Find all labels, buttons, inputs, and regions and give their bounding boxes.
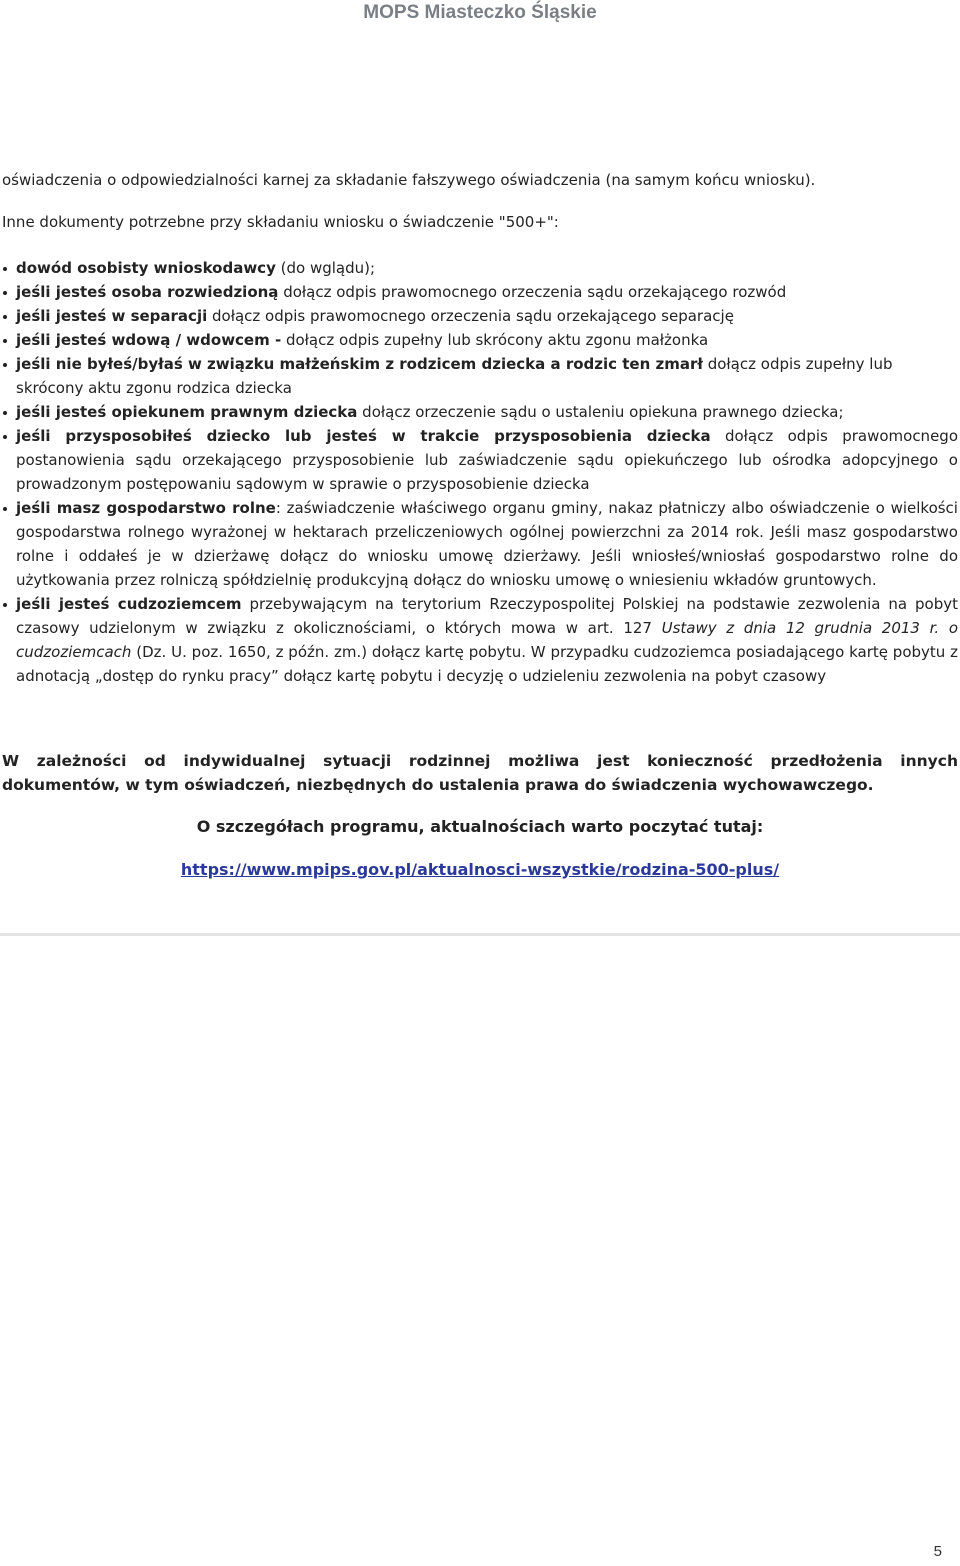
list-item-text: przebywającym na terytorium Rzeczypospolitej Polskiej na podstawie zezwolenia na pobyt czasowy udzielonym w związku z okolicznościami, o których mowa w art. 127 (16, 595, 959, 637)
page-number: 5 (933, 1543, 942, 1560)
intro-line-2: Inne dokumenty potrzebne przy składaniu wniosku o świadczenie "500+": (2, 213, 559, 231)
list-item (2, 280, 958, 304)
list-item (2, 496, 958, 592)
list-item-bold: jeśli jesteś opiekunem prawnym dziecka (16, 403, 358, 421)
section-divider (0, 933, 960, 936)
list-item (2, 352, 958, 400)
document-header: MOPS Miasteczko Śląskie (363, 2, 597, 23)
list-item-italic: Ustawy z dnia 12 grudnia 2013 r. o cudzoziemcach (16, 619, 958, 661)
summary-paragraph: W zależności od indywidualnej sytuacji rodzinnej możliwa jest konieczność przedłożenia innych dokumentów, w tym oświadczeń, niezbędnych do ustalenia prawa do świadczenia wychowawczego. (2, 752, 958, 794)
list-item-bold: jeśli przysposobiłeś dziecko lub jesteś w trakcie przysposobienia dziecka (16, 427, 711, 445)
program-link-container (0, 860, 960, 879)
list-item-bold: jeśli jesteś wdową / wdowcem - (16, 331, 282, 349)
list-item-text: dołącz orzeczenie sądu o ustaleniu opiekuna prawnego dziecka; (357, 403, 844, 421)
list-item (2, 424, 958, 496)
program-link[interactable]: https://www.mpips.gov.pl/aktualnosci-wszystkie/rodzina-500-plus/ (180, 860, 780, 879)
list-item-text: (do wglądu); (275, 259, 376, 277)
list-item-text: dołącz odpis zupełny lub skrócony aktu zgonu małżonka (281, 331, 709, 349)
list-item-bold: jeśli masz gospodarstwo rolne (16, 499, 276, 517)
list-item-bold: jeśli jesteś osoba rozwiedzioną (16, 283, 279, 301)
documents-list (2, 256, 958, 688)
intro-line-1: oświadczenia o odpowiedzialności karnej za składanie fałszywego oświadczenia (na samym końcu wniosku). (2, 171, 816, 189)
list-item-bold: jeśli nie byłeś/byłaś w związku małżeńskim z rodzicem dziecka a rodzic ten zmarł (16, 355, 703, 373)
list-item-text: dołącz odpis prawomocnego postanowienia sądu orzekającego przysposobienie lub zaświadczenie sądu opiekuńczego lub ośrodka adopcyjnego o prowadzonym postępowaniu sądowym w sprawie o przysposobienie dziecka (16, 427, 958, 493)
list-item (2, 256, 958, 280)
list-item-bold: jeśli jesteś w separacji (16, 307, 208, 325)
list-item (2, 400, 958, 424)
list-item-bold: dowód osobisty wnioskodawcy (16, 259, 276, 277)
list-item (2, 304, 958, 328)
details-heading: O szczegółach programu, aktualnościach warto poczytać tutaj: (196, 817, 764, 836)
list-item-text: dołącz odpis prawomocnego orzeczenia sądu orzekającego rozwód (278, 283, 787, 301)
list-item-text: dołącz odpis prawomocnego orzeczenia sądu orzekającego separację (207, 307, 734, 325)
list-item-text-continued: (Dz. U. poz. 1650, z późn. zm.) dołącz kartę pobytu. W przypadku cudzoziemca posiadającego kartę pobytu z adnotacją „dostęp do rynku pracy” dołącz kartę pobytu i decyzję o udzieleniu zezwolenia na pobyt czasowy (16, 643, 958, 685)
list-item-text: dołącz odpis zupełny lub skrócony aktu zgonu rodzica dziecka (16, 355, 893, 397)
list-item-text: : zaświadczenie właściwego organu gminy, nakaz płatniczy albo oświadczenie o wielkości gospodarstwa rolnego wyrażonej w hektarach przeliczeniowych ogólnej powierzchni za 2014 rok. Jeśli masz gospodarstwo rolne i oddałeś je w dzierżawę dołącz do wniosku umowę dzierżawy. Jeśli wniosłeś/wniosłaś gospodarstwo rolne do użytkowania przez rolniczą spółdzielnię produkcyjną dołącz do wniosku umowę o wniesieniu wkładów gruntowych. (16, 499, 958, 589)
list-item (2, 328, 958, 352)
list-item-bold: jeśli jesteś cudzoziemcem (16, 595, 242, 613)
list-item (2, 592, 958, 688)
